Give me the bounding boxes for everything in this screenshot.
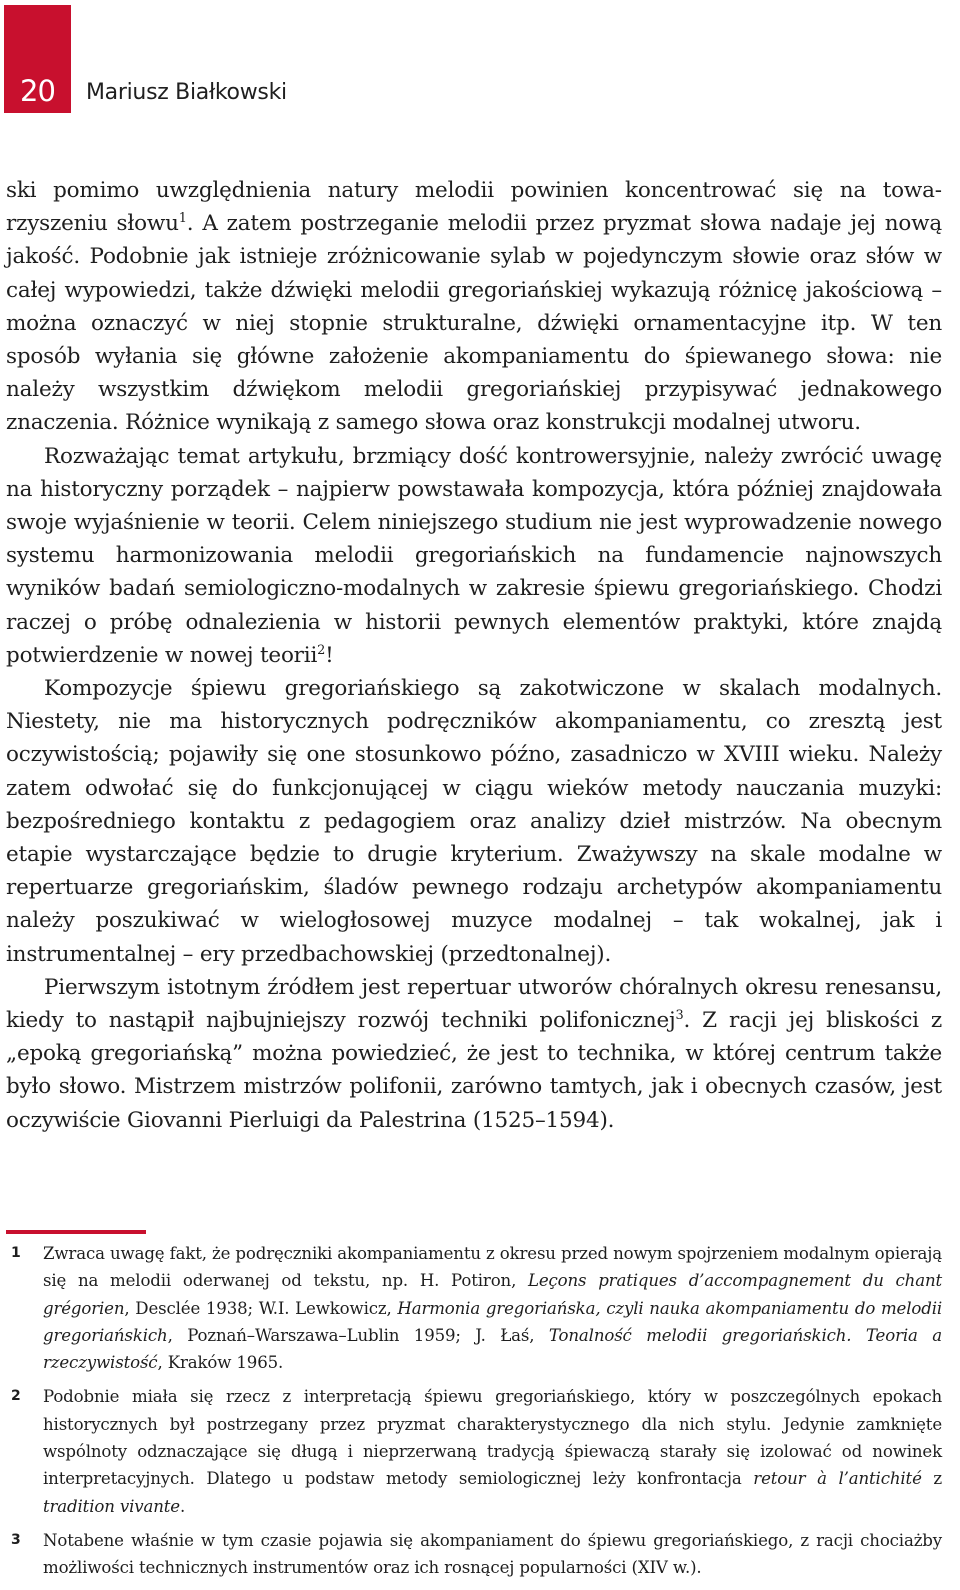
footnote-separator — [6, 1230, 146, 1234]
text-run: Rozważając temat artykułu, brzmiący dość kontrowersyjnie, należy zwrócić uwagę na historyczny porządek – najpierw powstawała kompozycja, która później znajdowała swoje wyjaśnienie w teorii. Celem niniejszego studium nie jest wyprowadzenie nowego systemu harmonizowania melodii gregoriańskich na fundamencie najnowszych wyników badań semiologiczno-modalnych w zakresie śpiewu gregoriańskiego. Chodzi raczej o próbę odnalezienia w historii pewnych elementów praktyki, które znajdą potwierdzenie w nowej teorii — [6, 443, 942, 668]
text-run: Podobnie miała się rzecz z interpretacją śpiewu gregoriańskiego, który w poszczególnych epokach historycznych był postrzegany przez pryzmat charakterystycznego dla nich stylu. Jedynie zamknięte wspólnoty odznaczające się długą i nieprzerwaną tradycją śpiewaczą starały się izolować od nowinek interpretacyjnych. Dlatego u podstaw metody semiologicznej leży konfrontacja — [43, 1387, 942, 1489]
page-number: 20 — [20, 74, 55, 108]
paragraph: Kompozycje śpiewu gregoriańskiego są zakotwiczone w skalach modalnych. Niestety, nie ma historycznych podręczników akompaniamentu, co zresztą jest oczywistością; pojawiły się one stosunkowo późno, zasadniczo w XVIII wieku. Należy zatem odwołać się do funkcjonującej w ciągu wieków metody nauczania muzyki: bezpośredniego kontaktu z pedagogiem oraz analizy dzieł mistrzów. Na obecnym etapie wystarczające będzie to drugie kryterium. Zważywszy na skale modalne w repertuarze gregoriańskim, śladów pewnego rodzaju archetypów akompaniamentu należy poszukiwać w wielogłosowej muzyce modalnej – tak wokalnej, jak i instrumentalnej – ery przedbachowskiej (przedtonalnej). — [6, 676, 942, 967]
paragraph — [6, 971, 942, 1137]
italic-phrase: retour à l’antichité — [753, 1469, 922, 1489]
book-title: Leçons pratiques d’accompagnement du chant grégorien — [43, 1271, 942, 1318]
footnote-number: 3 — [11, 1531, 21, 1548]
text-run: Pierwszym istotnym źródłem jest repertuar utworów chóralnych okresu renesansu, kiedy to nastąpił najbujniejszy rozwój techniki polifonicznej — [6, 974, 942, 1034]
text-run: . A zatem postrzeganie melodii przez pryzmat słowa nadaje jej nową jakość. Podobnie jak istnieje zróżnicowanie sylab w pojedynczym słowie oraz słów w całej wypowiedzi, także dźwięki melodii gregoriańskiej wykazują różnicę jakościową – można oznaczyć w niej stopnie strukturalne, dźwięki ornamentacyjne itp. W ten sposób wyłania się główne założenie akompaniamentu do śpiewanego słowa: nie należy wszystkim dźwiękom melodii gregoriańskiej przypisywać jednakowego znaczenia. Różnice wynikają z samego słowa oraz konstrukcji modalnej utworu. — [6, 211, 942, 436]
page-number-box — [4, 5, 71, 113]
footnote-number: 2 — [11, 1388, 21, 1405]
running-head-author: Mariusz Białkowski — [86, 80, 287, 105]
footnotes — [6, 1240, 942, 1582]
text-run: , Poznań–Warszawa–Lublin 1959; J. Łaś, — [167, 1325, 549, 1345]
text-run: Notabene właśnie w tym czasie pojawia się akompaniament do śpiewu gregoriańskiego, z racji chociażby możliwości technicznych instrumentów oraz ich rosnącej popularności (XIV w.). — [43, 1530, 942, 1578]
text-run: z — [921, 1469, 942, 1489]
text-run: , Kraków 1965. — [157, 1353, 284, 1373]
book-title: Harmonia gregoriańska, czyli nauka akompaniamentu do melodii gregoriańskich — [43, 1298, 943, 1345]
footnote — [6, 1383, 942, 1519]
footnote — [6, 1240, 942, 1376]
text-run: ! — [325, 642, 334, 668]
text-run: . Z racji jej bliskości z „epoką gregoriańską” można powiedzieć, że jest to technika, w której centrum także było słowo. Mistrzem mistrzów polifonii, zarówno tamtych, jak i obecnych czasów, jest oczywiście Giovanni Pierluigi da Palestrina (1525–1594). — [6, 1008, 942, 1133]
paragraph — [6, 440, 942, 672]
footnote-number: 1 — [11, 1245, 21, 1261]
footnote-ref: 1 — [178, 211, 187, 227]
text-run: , Desclée 1938; W.I. Lewkowicz, — [124, 1298, 398, 1318]
footnote-ref: 2 — [317, 642, 326, 658]
italic-phrase: tradition vivante — [43, 1496, 180, 1516]
main-text — [6, 174, 942, 1137]
text-run: ski pomimo uwzględnienia natury melodii powinien koncentrować się na towarzyszeniu słowu — [6, 178, 942, 237]
paragraph — [6, 174, 942, 440]
text-run: . — [179, 1496, 186, 1516]
footnote — [6, 1527, 942, 1582]
text-run: Zwraca uwagę fakt, że podręczniki akompaniamentu z okresu przed nowym spojrzeniem modalnym opierają się na melodii oderwanej od tekstu, np. H. Potiron, — [43, 1244, 942, 1291]
book-title: Tonalność melodii gregoriańskich. Teoria a rzeczywistość — [43, 1325, 942, 1373]
footnote-ref: 3 — [675, 1007, 684, 1023]
